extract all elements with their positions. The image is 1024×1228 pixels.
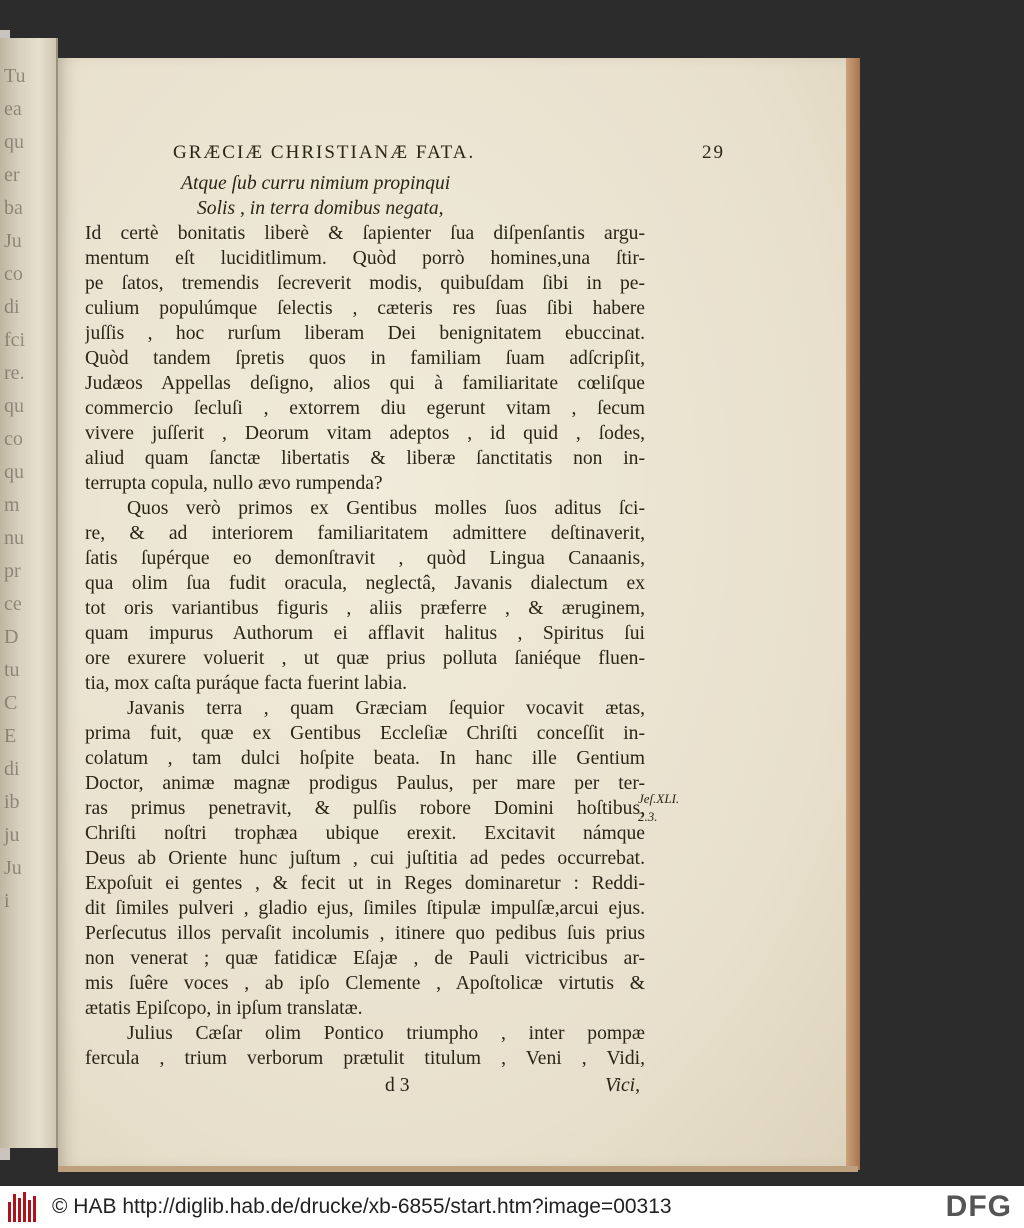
footer-bar (0, 1186, 1024, 1228)
text-line: Javanis terra , quam Græciam ſequior vocavit ætas, (127, 698, 645, 719)
text-line: fercula , trium verborum prætulit titulum , Veni , Vidi, (85, 1048, 645, 1069)
text-line: Chriſti noſtri trophæa ubique erexit. Excitavit námque (85, 823, 645, 844)
text-line: Quos verò primos ex Gentibus molles ſuos aditus ſci- (127, 498, 645, 519)
left-page-fragment: ib (4, 791, 20, 813)
left-page-fragment: di (4, 296, 20, 318)
text-line: dit ſimiles pulveri , gladio ejus, ſimiles ſtipulæ impulſæ,arcui ejus. (85, 898, 645, 919)
catchword: Vici, (605, 1075, 640, 1096)
text-line: Deus ab Oriente hunc juſtum , cui juſtitia ad pedes occurrebat. (85, 848, 645, 869)
left-page-fragment: Tu (4, 65, 26, 87)
left-page-fragment: ju (4, 824, 20, 846)
copyright-link[interactable]: © HAB http://diglib.hab.de/drucke/xb-6855/start.htm?image=00313 (52, 1195, 672, 1218)
page-bottom-edge (58, 1166, 858, 1172)
text-line: vivere juſſerit , Deorum vitam adeptos , id quid , ſodes, (85, 423, 645, 444)
left-page-fragment: re. (4, 362, 25, 384)
margin-note-verse: 2.3. (638, 809, 658, 824)
left-page-fragment: er (4, 164, 20, 186)
left-page-fragment: qu (4, 395, 24, 417)
left-page-fragment: qu (4, 131, 24, 153)
left-page-fragment: tu (4, 659, 20, 681)
left-page-fragment: co (4, 428, 23, 450)
text-line: ras primus penetravit, & pulſis robore Domini hoſtibus, (85, 798, 645, 819)
text-line: Judæos Appellas deſigno, alios qui à familiaritate cœliſque (85, 373, 645, 394)
text-line: Atque ſub curru nimium propinqui (181, 173, 451, 194)
text-line: non venerat ; quæ fatidicæ Eſajæ , de Pauli victricibus ar- (85, 948, 645, 969)
text-line: ore exurere voluerit , ut quæ prius polluta ſaniéque fluen- (85, 648, 645, 669)
dfg-logo: DFG (945, 1190, 1012, 1223)
page-number: 29 (702, 142, 725, 163)
signature-mark: d 3 (385, 1075, 410, 1096)
text-line: Solis , in terra domibus negata, (197, 198, 444, 219)
left-page-fragment: ce (4, 593, 22, 615)
text-line: tia, mox caſta puráque facta fuerint labia. (85, 673, 408, 694)
left-page-fragment: i (4, 890, 10, 912)
left-page-fragment: Ju (4, 230, 22, 252)
text-line: juſſis , hoc rurſum liberam Dei benignitatem ebuccinat. (85, 323, 645, 344)
left-page-fragment: m (4, 494, 20, 516)
left-page-fragment: D (4, 626, 19, 648)
text-line: Id certè bonitatis liberè & ſapienter ſua diſpenſantis argu- (85, 223, 645, 244)
text-line: tot oris variantibus figuris , aliis præferre , & æruginem, (85, 598, 645, 619)
text-line: ſatis ſupérque eo demonſtravit , quòd Lingua Canaanis, (85, 548, 645, 569)
left-page-fragment: ea (4, 98, 22, 120)
text-line: mis ſuêre voces , ab ipſo Clemente , Apoſtolicæ virtutis & (85, 973, 645, 994)
hab-logo-icon (8, 1192, 44, 1222)
running-title: GRÆCIÆ CHRISTIANÆ FATA. (173, 142, 476, 163)
text-line: Julius Cæſar olim Pontico triumpho , inter pompæ (127, 1023, 645, 1044)
margin-note (638, 790, 679, 826)
left-page-fragment: nu (4, 527, 24, 549)
text-line: Doctor, animæ magnæ prodigus Paulus, per mare per ter- (85, 773, 645, 794)
page-edge (846, 58, 860, 1170)
text-line: terrupta copula, nullo ævo rumpenda? (85, 473, 383, 494)
text-line: Quòd tandem ſpretis quos in familiam ſuam adſcripſit, (85, 348, 645, 369)
left-page-fragment: Ju (4, 857, 22, 879)
margin-note-ref: Jeſ.XLI. (638, 791, 680, 806)
text-line: Perſecutus illos pervaſit incolumis , itinere quo pedibus ſuis prius (85, 923, 645, 944)
left-page-text (0, 60, 56, 1160)
text-line: colatum , tam dulci hoſpite beata. In hanc ille Gentium (85, 748, 645, 769)
text-line: aliud quam ſanctæ libertatis & liberæ ſanctitatis non in- (85, 448, 645, 469)
left-page-fragment: E (4, 725, 17, 747)
text-line: quam impurus Authorum ei afflavit halitus , Spiritus ſui (85, 623, 645, 644)
text-line: qua olim ſua fudit oracula, neglectâ, Javanis dialectum ex (85, 573, 645, 594)
text-line: culium populúmque ſelectis , cæteris res ſuas ſibi habere (85, 298, 645, 319)
left-page-fragment: C (4, 692, 18, 714)
left-page-fragment: qu (4, 461, 24, 483)
left-page-fragment: co (4, 263, 23, 285)
text-line: pe ſatos, tremendis ſecreverit modis, quibuſdam ſibi in pe- (85, 273, 645, 294)
text-line: re, & ad interiorem familiaritatem admittere deſtinaverit, (85, 523, 645, 544)
left-page-fragment: fci (4, 329, 26, 351)
left-page-fragment: ba (4, 197, 23, 219)
left-page-fragment: pr (4, 560, 21, 582)
body-text (85, 171, 645, 1071)
text-line: commercio ſecluſi , extorrem diu egerunt vitam , ſecum (85, 398, 645, 419)
running-header (173, 140, 725, 165)
text-line: ætatis Epiſcopo, in ipſum translatæ. (85, 998, 363, 1019)
text-line: Expoſuit ei gentes , & fecit ut in Reges dominaretur : Reddi- (85, 873, 645, 894)
left-page-fragment: di (4, 758, 20, 780)
text-line: mentum eſt luciditlimum. Quòd porrò homines,una ſtir- (85, 248, 645, 269)
text-line: prima fuit, quæ ex Gentibus Eccleſiæ Chriſti conceſſit in- (85, 723, 645, 744)
signature-line (85, 1073, 640, 1098)
